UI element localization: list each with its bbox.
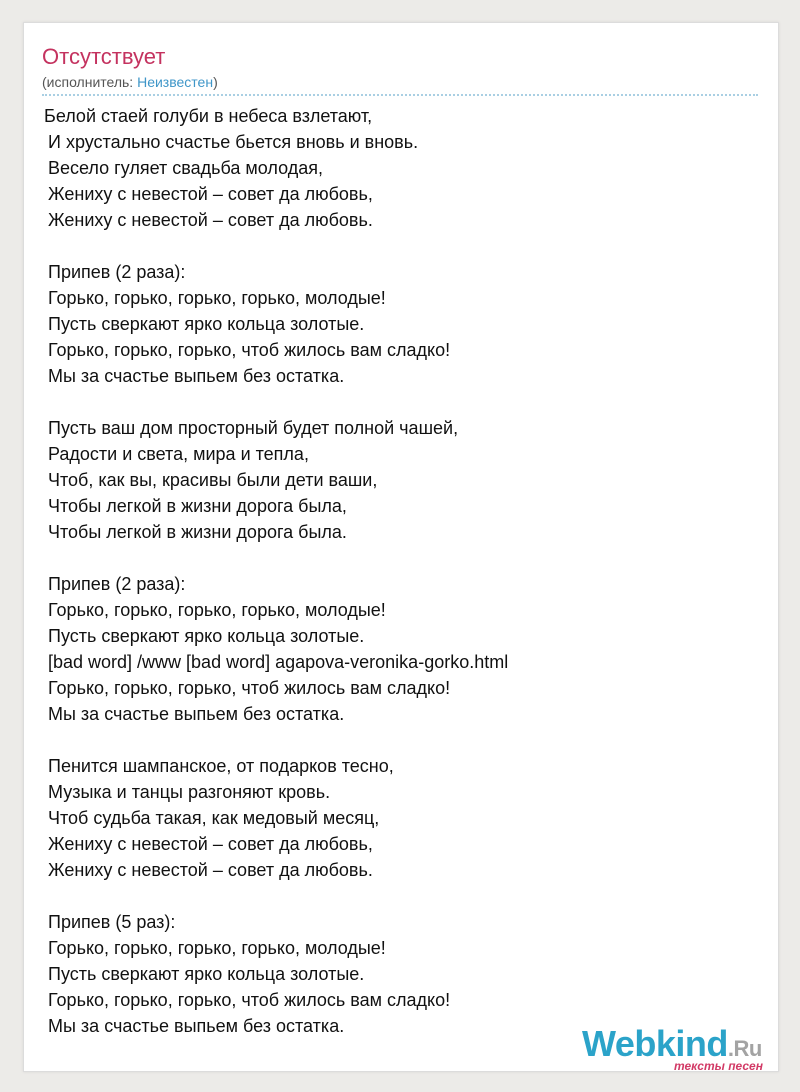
lyric-line: Музыка и танцы разгоняют кровь. <box>48 782 331 802</box>
lyric-line: Горько, горько, горько, горько, молодые! <box>48 600 386 620</box>
lyric-line: Чтобы легкой в жизни дорога была, <box>48 496 347 516</box>
lyric-line: Пусть сверкают ярко кольца золотые. <box>48 314 365 334</box>
lyric-line: Жениху с невестой – совет да любовь. <box>48 860 373 880</box>
lyric-line: Чтобы легкой в жизни дорога была. <box>48 522 347 542</box>
lyric-line: Горько, горько, горько, горько, молодые! <box>48 288 386 308</box>
lyric-line: Радости и света, мира и тепла, <box>48 444 309 464</box>
stanza-gap <box>44 389 744 415</box>
lyric-line: Жениху с невестой – совет да любовь, <box>48 834 373 854</box>
lyric-line: Мы за счастье выпьем без остатка. <box>48 1016 345 1036</box>
lyric-line: Горько, горько, горько, чтоб жилось вам сладко! <box>48 678 451 698</box>
artist-close: ) <box>213 74 218 90</box>
song-title: Отсутствует <box>42 44 166 69</box>
lyric-line: Жениху с невестой – совет да любовь. <box>48 210 373 230</box>
lyrics-card <box>23 22 779 1072</box>
chorus-label: Припев (2 раза): <box>48 262 186 282</box>
lyric-line: Пусть сверкают ярко кольца золотые. <box>48 964 365 984</box>
logo-ru-suffix: .Ru <box>727 1036 762 1061</box>
lyric-line: Белой стаей голуби в небеса взлетают, <box>44 106 373 126</box>
lyric-line: Пусть ваш дом просторный будет полной чашей, <box>48 418 459 438</box>
lyric-line: Жениху с невестой – совет да любовь, <box>48 184 373 204</box>
stanza-gap <box>44 883 744 909</box>
lyric-line: Горько, горько, горько, горько, молодые! <box>48 938 386 958</box>
lyric-line: Мы за счастье выпьем без остатка. <box>48 366 345 386</box>
lyric-line: И хрустально счастье бьется вновь и вновь. <box>48 132 419 152</box>
lyric-line: Чтоб, как вы, красивы были дети ваши, <box>48 470 378 490</box>
chorus-label: Припев (5 раз): <box>48 912 176 932</box>
webkind-logo <box>582 1023 782 1071</box>
lyric-line: Горько, горько, горько, чтоб жилось вам сладко! <box>48 340 451 360</box>
title-divider <box>42 94 758 96</box>
lyric-line: Мы за счастье выпьем без остатка. <box>48 704 345 724</box>
stanza-gap <box>44 727 744 753</box>
lyrics-text <box>44 103 744 1039</box>
logo-main-text: Webkind <box>582 1023 728 1064</box>
lyric-line: Весело гуляет свадьба молодая, <box>48 158 323 178</box>
lyric-line: Пенится шампанское, от подарков тесно, <box>48 756 394 776</box>
artist-link[interactable]: Неизвестен <box>137 74 214 90</box>
lyric-line: Горько, горько, горько, чтоб жилось вам сладко! <box>48 990 451 1010</box>
lyric-line: Чтоб судьба такая, как медовый месяц, <box>48 808 380 828</box>
artist-label: (исполнитель: <box>42 74 138 90</box>
stanza-gap <box>44 545 744 571</box>
lyric-line: Пусть сверкают ярко кольца золотые. <box>48 626 365 646</box>
chorus-label: Припев (2 раза): <box>48 574 186 594</box>
lyric-line: [bad word] /www [bad word] agapova-veronika-gorko.html <box>48 652 509 672</box>
stanza-gap <box>44 233 744 259</box>
artist-line <box>42 73 218 91</box>
logo-subtitle: тексты песен <box>674 1059 763 1073</box>
